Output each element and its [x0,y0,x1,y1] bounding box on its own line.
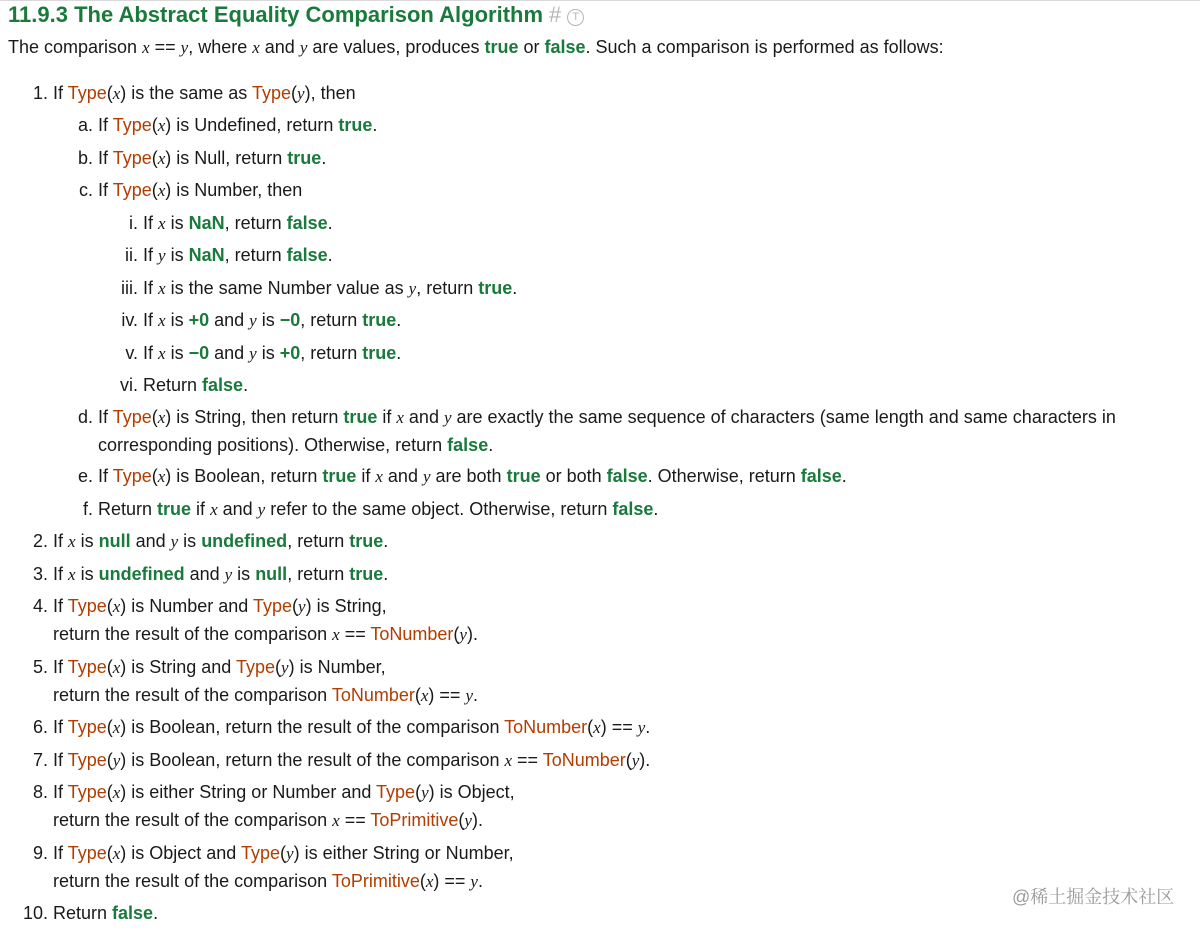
variable: x [158,344,166,363]
step-number: 1. [32,83,48,103]
step-text: is [165,245,189,265]
spec-function-link[interactable]: Type [67,596,107,616]
keyword: true [478,278,513,298]
step-text: ( [280,843,287,863]
step-text: If [53,657,68,677]
spec-function-link[interactable]: ToPrimitive [370,810,459,830]
step-text: if [356,466,376,486]
step-text: or both [540,466,607,486]
step-text: corresponding positions). Otherwise, return [98,435,448,455]
step-text: is [165,213,189,233]
keyword: undefined [98,564,185,584]
step-text: and [382,466,423,486]
variable: y [286,844,294,863]
step-text: ( [415,782,422,802]
step-number: d. [77,407,93,427]
step-number: iv. [121,310,138,330]
step-line [143,338,401,368]
step-text: is [165,343,189,363]
step-text: ) is String and [120,657,236,677]
step-text: == [512,750,543,770]
step-text: , return [224,245,287,265]
step-line [98,143,326,173]
variable: y [249,311,257,330]
spec-function-link[interactable]: Type [112,115,152,135]
intro-text: or [518,37,545,57]
anchor-hash-link[interactable]: # [549,2,562,27]
keyword: null [255,564,288,584]
step-text: ) == [600,717,638,737]
keyword-false: false [544,37,586,57]
step-text: ( [151,466,158,486]
keyword: NaN [188,245,225,265]
step-number: 5. [32,657,48,677]
variable: x [210,500,218,519]
step-text: . [327,213,333,233]
keyword: false [286,245,328,265]
step-text: ( [106,750,113,770]
translate-icon[interactable]: T [567,9,584,26]
step-text: . [645,717,651,737]
variable: x [420,686,429,705]
spec-function-link[interactable]: Type [67,843,107,863]
step-text: If [98,466,113,486]
step-text: is [256,343,280,363]
variable: x [157,467,166,486]
step-text: is [256,310,280,330]
variable: x [425,872,434,891]
variable: x [158,311,166,330]
step-text: , return [300,310,363,330]
variable: x [158,214,166,233]
var-y: y [180,38,189,57]
variable: y [257,500,266,519]
step-number: e. [77,466,93,486]
step-text: ( [292,596,299,616]
step-text: If [53,782,68,802]
step-text: If [53,717,68,737]
step-text: . [396,343,402,363]
step-line [53,838,514,868]
variable: x [68,565,76,584]
keyword: −0 [188,343,210,363]
step-text: and [184,564,225,584]
step-number: 10. [22,903,48,923]
step-number: b. [77,148,93,168]
step-text: Return [98,499,158,519]
step-number: c. [78,180,93,200]
step-text: , return [224,213,287,233]
step-text: If [53,83,68,103]
keyword: −0 [279,310,301,330]
variable: x [593,718,601,737]
variable: y [224,565,233,584]
keyword: false [202,375,244,395]
variable: y [297,84,305,103]
keyword: true [349,564,384,584]
step-text: ). [639,750,651,770]
keyword: true [506,466,541,486]
step-text: If [98,115,113,135]
step-text: are both [430,466,507,486]
var-x: x [142,38,150,57]
step-text: ). [471,810,483,830]
keyword: false [286,213,328,233]
step-number: ii. [125,245,138,265]
step-line [53,559,388,589]
step-line [53,526,388,556]
intro-text: . Such a comparison is performed as follows: [585,37,944,57]
step-text: ) is Null, return [165,148,288,168]
keyword: false [112,903,154,923]
step-text: . [383,564,389,584]
variable: x [68,532,76,551]
watermark: @稀土掘金技术社区 [1012,887,1175,907]
step-number: 6. [32,717,48,737]
spec-function-link[interactable]: Type [67,83,107,103]
variable: x [504,751,513,770]
var-x: x [252,38,260,57]
step-number: a. [77,115,93,135]
keyword: +0 [279,343,301,363]
step-text: If [143,213,159,233]
spec-function-link[interactable]: Type [67,717,107,737]
step-text: is [75,531,99,551]
step-line [53,652,386,682]
step-number: v. [125,343,138,363]
step-text: . Otherwise, return [647,466,801,486]
step-text: ) is either String or Number, [293,843,514,863]
step-line [53,898,158,928]
variable: y [112,751,121,770]
step-text: ( [106,596,113,616]
step-text: ( [106,717,113,737]
step-number: 8. [32,782,48,802]
step-line [53,777,515,807]
step-line [143,208,333,238]
step-line [53,78,356,108]
spec-function-link[interactable]: ToNumber [370,624,454,644]
variable: x [112,597,121,616]
step-text: ( [106,843,113,863]
step-line [98,430,493,460]
spec-function-link[interactable]: Type [67,782,107,802]
section-title: 11.9.3 The Abstract Equality Comparison Algorithm [8,2,544,27]
step-number: f. [82,499,93,519]
keyword: false [447,435,489,455]
step-text: ) is the same as [120,83,252,103]
spec-function-link[interactable]: ToNumber [542,750,626,770]
step-number: 2. [32,531,48,551]
step-text: , return [287,531,350,551]
step-text: ( [453,624,460,644]
section-heading [8,0,584,30]
keyword: undefined [201,531,288,551]
keyword: false [800,466,842,486]
intro-text: and [259,37,300,57]
step-text: return the result of the comparison [53,685,332,705]
step-line [143,305,401,335]
step-number: iii. [121,278,138,298]
step-text: is [232,564,256,584]
step-text: ) is Boolean, return the result of the comparison [120,750,505,770]
step-text: ) is Object, [428,782,515,802]
intro-text: , where [188,37,253,57]
keyword: true [157,499,192,519]
variable: y [470,872,478,891]
keyword: NaN [188,213,225,233]
variable: x [157,116,166,135]
variable: x [157,149,166,168]
step-text: , return [416,278,479,298]
step-text: ( [291,83,298,103]
step-text: is [75,564,99,584]
step-text: ( [106,83,113,103]
step-text: ( [419,871,426,891]
step-text: If [98,407,113,427]
variable: x [112,844,121,863]
step-line [53,745,650,775]
keyword: true [338,115,373,135]
step-text: . [477,871,483,891]
step-text: return the result of the comparison [53,871,332,891]
step-text: and [209,343,250,363]
variable: x [157,181,166,200]
step-text: If [143,278,159,298]
step-text: . [488,435,494,455]
step-text: ( [106,657,113,677]
variable: y [465,686,473,705]
step-text: , return [287,564,350,584]
variable: x [112,783,121,802]
step-line [53,712,650,742]
step-text: If [143,310,159,330]
step-text: ), then [304,83,356,103]
variable: y [422,467,431,486]
step-number: i. [129,213,138,233]
step-text: ( [414,685,421,705]
step-text: is [165,310,189,330]
step-line [53,591,387,621]
step-text: ) is Undefined, return [165,115,339,135]
step-text: If [53,750,68,770]
variable: x [375,467,383,486]
step-text: ) == [428,685,466,705]
spec-function-link[interactable]: ToPrimitive [331,871,420,891]
keyword: true [362,310,397,330]
variable: y [298,597,306,616]
spec-function-link[interactable]: Type [241,843,281,863]
intro-paragraph [8,33,944,61]
step-text: ( [151,115,158,135]
keyword: true [362,343,397,363]
variable: y [459,625,467,644]
variable: y [281,658,289,677]
step-text: ( [275,657,282,677]
step-text: . [372,115,378,135]
keyword: true [287,148,322,168]
step-line [53,866,483,896]
step-text: ( [106,782,113,802]
step-text: ) == [433,871,471,891]
step-text: . [327,245,333,265]
spec-function-link[interactable]: Type [253,596,293,616]
variable: y [637,718,646,737]
step-text: If [98,180,113,200]
keyword-true: true [484,37,519,57]
step-line [143,273,517,303]
keyword: +0 [188,310,210,330]
step-text: return the result of the comparison [53,624,333,644]
spec-function-link[interactable]: Type [112,180,152,200]
operator: == [149,37,181,57]
step-text: . [383,531,389,551]
step-text: and [209,310,250,330]
var-y: y [299,38,308,57]
step-text: ) is String, then return [165,407,344,427]
variable: y [158,246,166,265]
intro-text: The comparison [8,37,143,57]
keyword: false [612,499,654,519]
spec-function-link[interactable]: Type [67,657,107,677]
step-text: ( [151,180,158,200]
step-text: . [841,466,847,486]
step-line [53,805,483,835]
step-text: If [53,531,69,551]
variable: x [158,279,166,298]
spec-function-link[interactable]: Type [376,782,416,802]
step-text: . [396,310,402,330]
step-number: 3. [32,564,48,584]
step-text: ( [151,148,158,168]
step-text: If [143,245,159,265]
step-text: if [377,407,397,427]
step-text: == [339,810,371,830]
step-text: . [243,375,249,395]
step-text: ) is Object and [120,843,241,863]
step-text: return the result of the comparison [53,810,333,830]
step-number: vi. [120,375,138,395]
step-text: refer to the same object. Otherwise, return [265,499,613,519]
step-text: if [191,499,211,519]
step-line [98,494,658,524]
step-text: is [178,531,202,551]
keyword: false [606,466,648,486]
step-line [98,402,1116,432]
keyword: true [349,531,384,551]
step-text: are exactly the same sequence of characters (same length and same characters in [451,407,1116,427]
step-text: , return [300,343,363,363]
spec-function-link[interactable]: ToNumber [331,685,415,705]
variable: y [249,344,257,363]
step-text: ( [587,717,594,737]
step-text: and [130,531,171,551]
step-text: . [653,499,659,519]
step-line [143,370,248,400]
step-text: If [53,596,68,616]
variable: x [112,84,121,103]
step-text: ). [466,624,478,644]
spec-function-link[interactable]: ToNumber [504,717,588,737]
step-text: If [98,148,113,168]
step-text: Return [143,375,203,395]
spec-function-link[interactable]: Type [112,148,152,168]
variable: x [112,718,121,737]
keyword: true [343,407,378,427]
variable: y [421,783,429,802]
step-text: ) is Boolean, return the result of the comparison [120,717,505,737]
step-text: and [217,499,258,519]
variable: x [332,625,340,644]
step-text: ( [625,750,632,770]
variable: x [332,811,340,830]
spec-function-link[interactable]: Type [112,466,152,486]
step-text: ) is either String or Number and [120,782,377,802]
step-text: . [472,685,478,705]
step-text: ( [151,407,158,427]
step-text: If [53,843,68,863]
keyword: null [98,531,131,551]
step-number: 9. [32,843,48,863]
step-text: If [143,343,159,363]
step-line [98,175,302,205]
step-text: ) is Boolean, return [165,466,323,486]
variable: y [464,811,472,830]
step-number: 4. [32,596,48,616]
step-text: . [321,148,327,168]
step-text: ( [458,810,465,830]
step-line [143,240,333,270]
intro-text: are values, produces [307,37,485,57]
variable: y [631,751,640,770]
step-line [53,680,478,710]
spec-function-link[interactable]: Type [112,407,152,427]
spec-function-link[interactable]: Type [67,750,107,770]
step-text: ) is String, [305,596,387,616]
spec-function-link[interactable]: Type [252,83,292,103]
step-text: If [53,564,69,584]
step-text: is the same Number value as [165,278,409,298]
step-text: == [339,624,371,644]
variable: x [157,408,166,427]
step-text: ) is Number, [288,657,386,677]
variable: x [112,658,121,677]
variable: y [408,279,417,298]
step-text: . [153,903,159,923]
spec-function-link[interactable]: Type [236,657,276,677]
step-line [98,461,847,491]
step-text: Return [53,903,113,923]
step-line [53,619,478,649]
step-line [98,110,377,140]
step-text: . [512,278,518,298]
keyword: true [322,466,357,486]
step-text: ) is Number and [120,596,253,616]
step-number: 7. [32,750,48,770]
step-text: and [403,407,444,427]
variable: x [396,408,404,427]
step-text: ) is Number, then [165,180,303,200]
variable: y [170,532,179,551]
variable: y [443,408,452,427]
